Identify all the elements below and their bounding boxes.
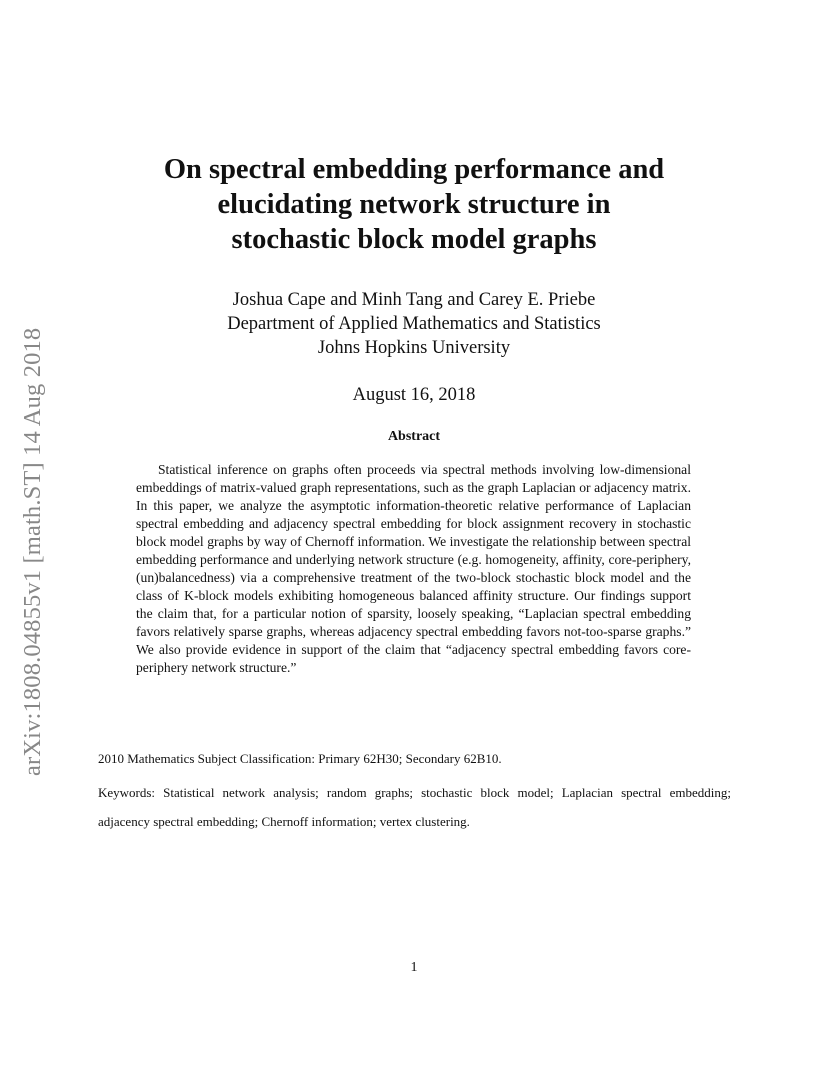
abstract-heading: Abstract xyxy=(387,429,441,444)
page-number: 1 xyxy=(410,960,418,975)
keywords: Keywords: Statistical network analysis; random graphs; stochastic block model; Laplacian spectral embedding; adjacency spectral embedding; Chernoff information; vertex clustering. xyxy=(98,785,731,829)
affiliation-university: Johns Hopkins University xyxy=(317,338,511,358)
publication-date: August 16, 2018 xyxy=(352,385,476,405)
author-list: Joshua Cape and Minh Tang and Carey E. Priebe xyxy=(232,290,596,310)
affiliation-department: Department of Applied Mathematics and Statistics xyxy=(227,314,601,334)
subject-classification: 2010 Mathematics Subject Classification: Primary 62H30; Secondary 62B10. xyxy=(98,751,502,766)
arxiv-identifier-stamp: arXiv:1808.04855v1 [math.ST] 14 Aug 2018 xyxy=(19,327,46,776)
paper-title-line-2: elucidating network structure in xyxy=(217,189,611,220)
paper-title-line-3: stochastic block model graphs xyxy=(231,224,597,255)
paper-title xyxy=(130,152,698,257)
abstract-text: Statistical inference on graphs often proceeds via spectral methods involving low-dimensional embeddings of matrix-valued graph representations, such as the graph Laplacian or adjacency matrix. In this paper, we analyze the asymptotic information-theoretic relative performance of Laplacian spectral embedding and adjacency spectral embedding for block assignment recovery in stochastic block model graphs by way of Chernoff information. We investigate the relationship between spectral embedding performance and underlying network structure (e.g. homogeneity, affinity, core-periphery, (un)balancedness) via a comprehensive treatment of the two-block stochastic block model and the class of K-block models exhibiting homogeneous balanced affinity structure. Our findings support the claim that, for a particular notion of sparsity, loosely speaking, “Laplacian spectral embedding favors relatively sparse graphs, whereas adjacency spectral embedding favors not-too-sparse graphs.” We also provide evidence in support of the claim that “adjacency spectral embedding favors core-periphery network structure.” xyxy=(136,462,691,675)
paper-title-line-1: On spectral embedding performance and xyxy=(163,154,665,185)
